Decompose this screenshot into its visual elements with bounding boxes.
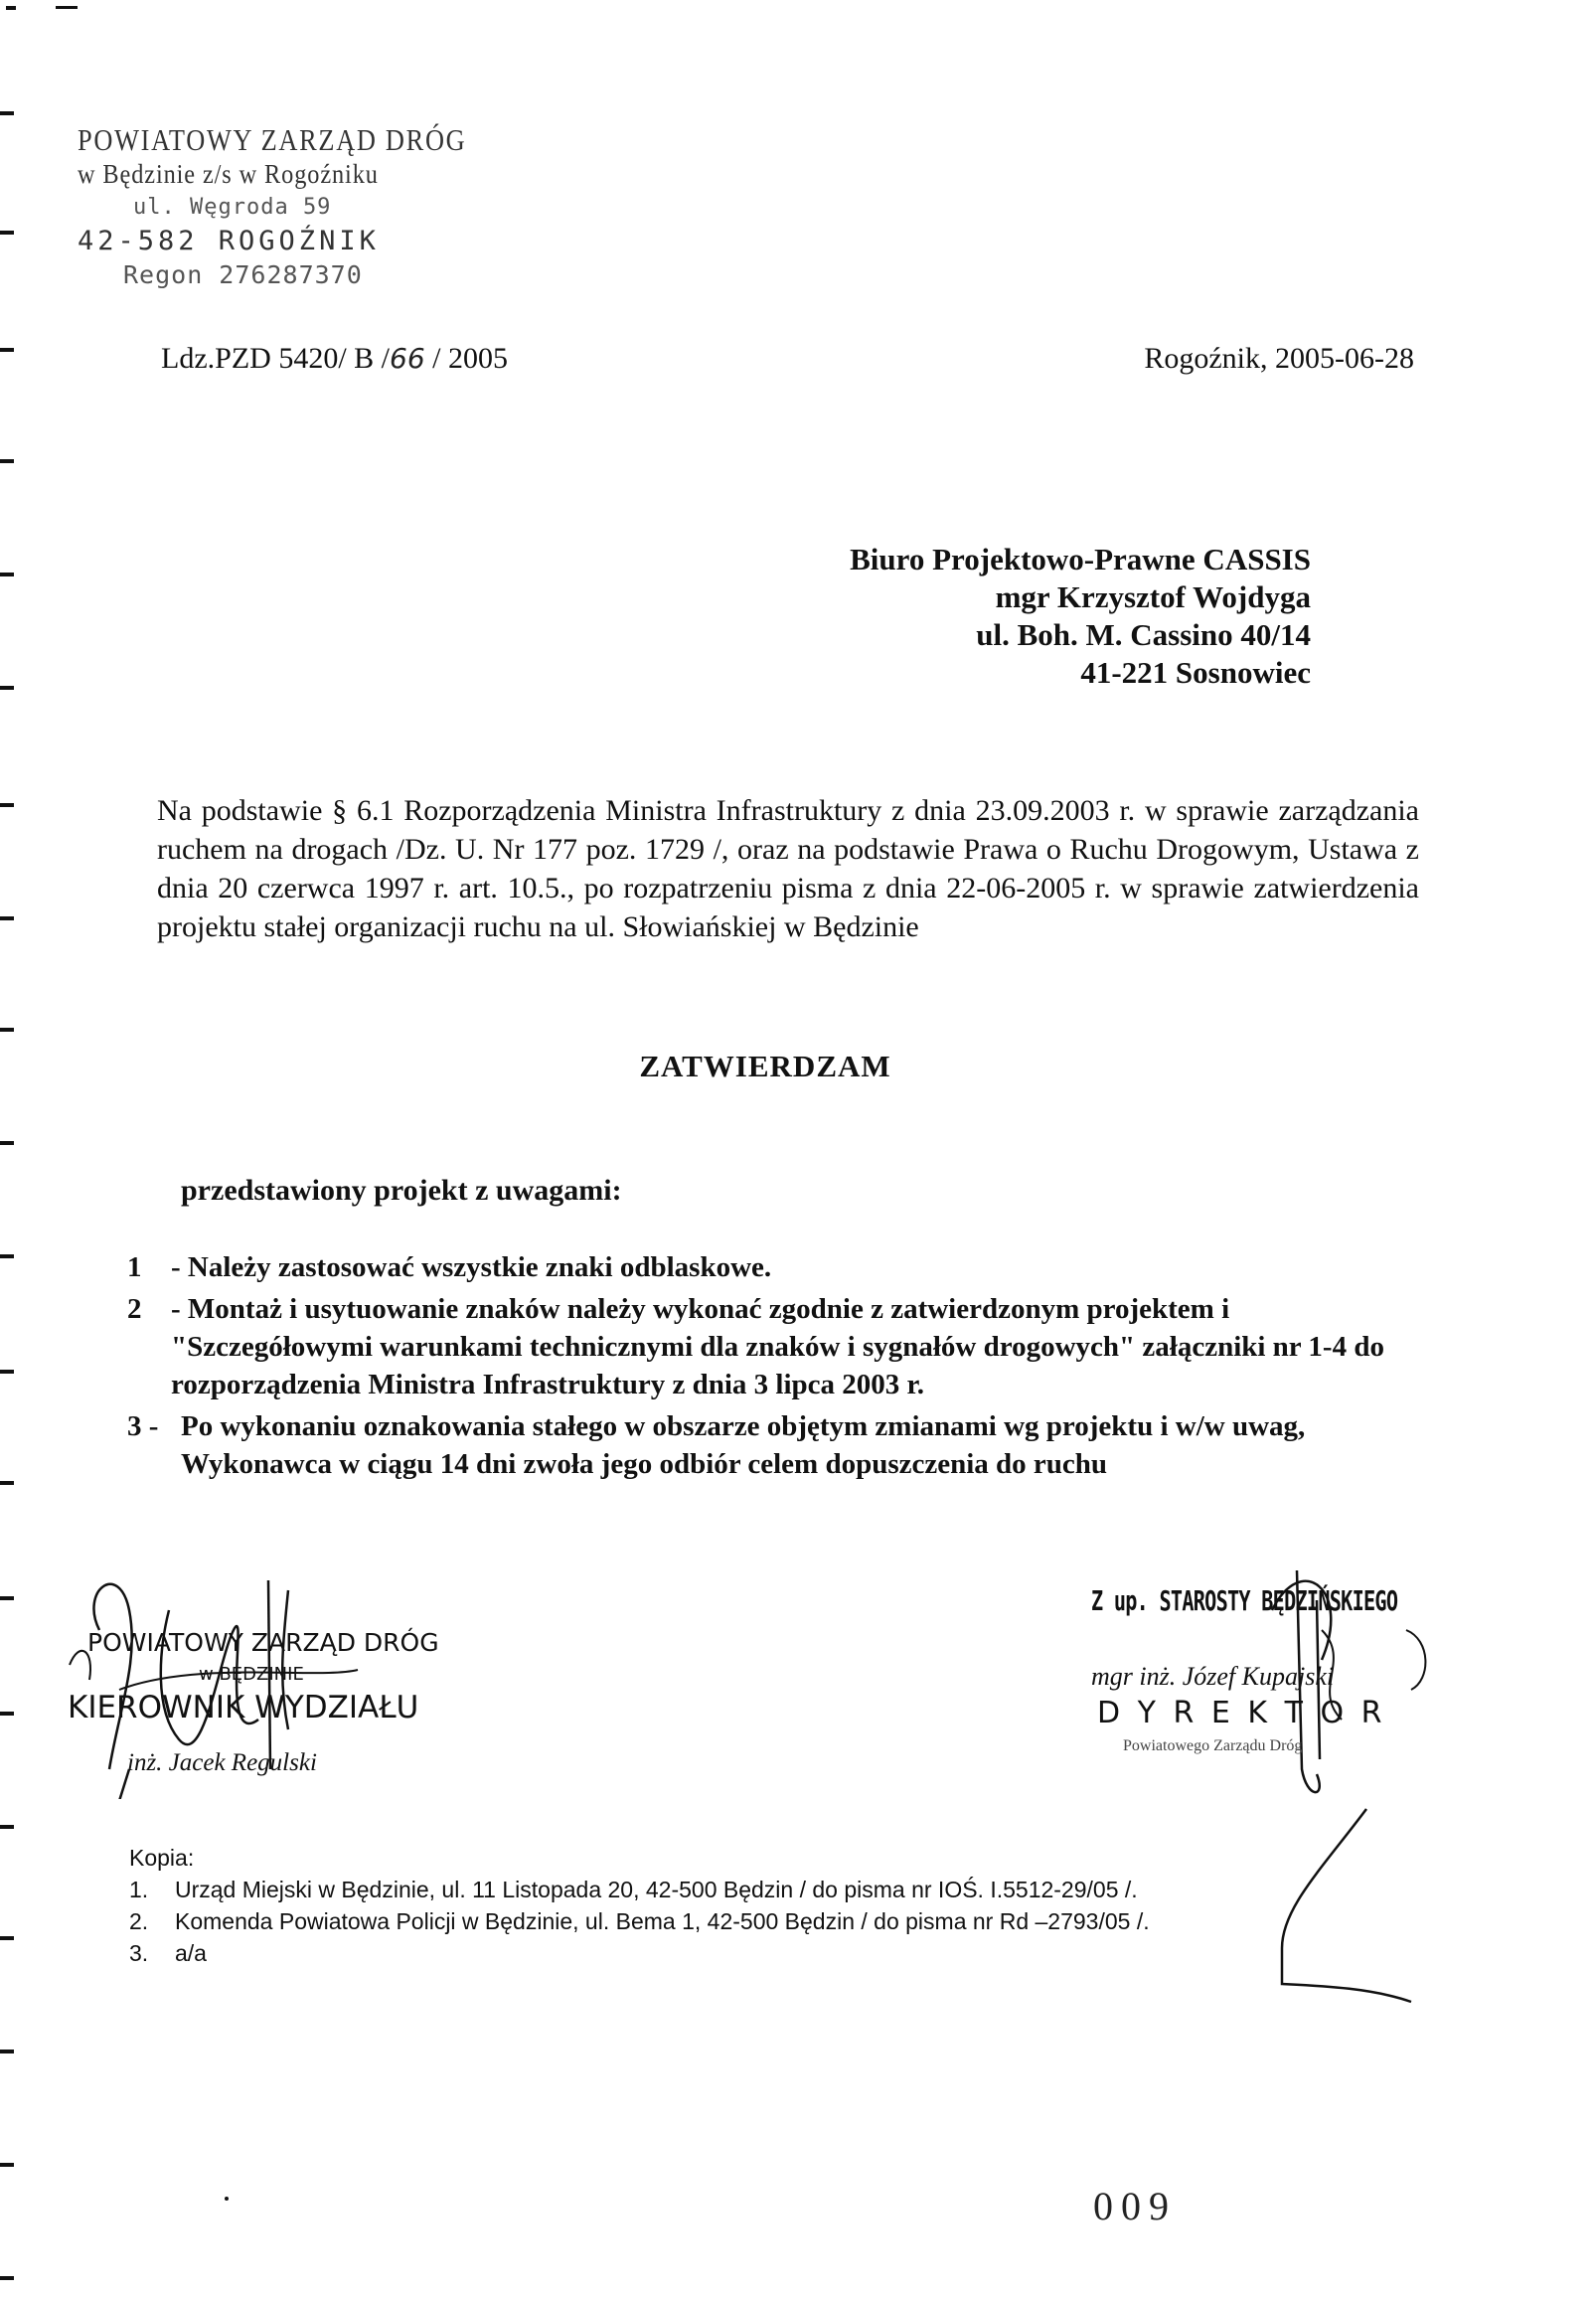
stamp-left-name: inż. Jacek Regulski <box>127 1749 317 1776</box>
stamp-right-authority: Z up. STAROSTY BĘDZIŃSKIEGO <box>1091 1584 1398 1617</box>
copy-item <box>129 1905 1150 1937</box>
legal-basis-paragraph: Na podstawie § 6.1 Rozporządzenia Ministra Infrastruktury z dnia 23.09.2003 r. w sprawie zarządzania ruchem na drogach /Dz. U. Nr 177 poz. 1729 /, oraz na podstawie Prawa o Ruchu Drogowym, Ustawa z dnia 20 czerwca 1997 r. art. 10.5., po rozpatrzeniu pisma z dnia 22-06-2005 r. w sprawie zatwierdzenia projektu stałej organizacji ruchu na ul. Słowiańskiej w Będzinie <box>157 794 1419 943</box>
scan-margin-mark <box>0 111 14 115</box>
copy-text: Urząd Miejski w Będzinie, ul. 11 Listopada 20, 42-500 Będzin / do pisma nr IOŚ. I.5512-29/05 /. <box>175 1877 1138 1902</box>
copy-number: 3. <box>129 1940 149 1966</box>
addressee-city: 41-221 Sosnowiec <box>1080 655 1311 690</box>
scan-margin-mark <box>0 1936 14 1940</box>
remark-item <box>127 1248 1419 1286</box>
stamp-right-title: D Y R E K T O R <box>1097 1696 1386 1730</box>
remarks-list <box>127 1248 1419 1487</box>
stamp-location: w Będzinie z/s w Rogoźniku <box>78 159 379 189</box>
copy-item <box>129 1937 1150 1969</box>
reference-number <box>161 342 508 376</box>
stamp-organization: POWIATOWY ZARZĄD DRÓG <box>78 122 467 157</box>
signature-stamp-left <box>60 1570 487 1799</box>
copies-section <box>129 1842 1150 1969</box>
reference-prefix: Ldz.PZD 5420/ B / <box>161 342 390 375</box>
scan-margin-mark <box>0 348 14 352</box>
scan-margin-mark <box>0 459 14 463</box>
letterhead-stamp <box>78 123 535 292</box>
scan-margin-mark <box>0 2050 14 2053</box>
stamp-regon: Regon 276287370 <box>123 260 363 289</box>
remark-number: 2 <box>127 1293 142 1325</box>
stamp-left-position: KIEROWNIK WYDZIAŁU <box>68 1690 419 1725</box>
place-date: Rogoźnik, 2005-06-28 <box>1144 342 1414 375</box>
signature-stamp-right <box>1053 1570 1471 1799</box>
stamp-left-organization: POWIATOWY ZARZĄD DRÓG <box>87 1628 439 1657</box>
stamp-left-location: w BĘDZINIE <box>199 1664 304 1685</box>
stamp-street: ul. Węgroda 59 <box>133 195 332 220</box>
remark-item <box>127 1407 1419 1483</box>
scan-margin-mark <box>0 2276 14 2280</box>
copies-title: Kopia: <box>129 1845 195 1871</box>
scan-margin-mark <box>0 803 14 807</box>
remark-text: - Montaż i usytuowanie znaków należy wykonać zgodnie z zatwierdzonym projektem i "Szczegółowymi warunkami technicznymi dla znaków i sygnałów drogowych" załączniki nr 1-4 do rozporządzenia Ministra Infrastruktury z dnia 3 lipca 2003 r. <box>171 1293 1384 1400</box>
remark-number: 1 <box>127 1251 142 1283</box>
scan-margin-mark <box>0 1141 14 1145</box>
scan-margin-mark <box>0 1254 14 1258</box>
scan-margin-mark <box>6 6 16 10</box>
remark-item <box>127 1290 1419 1403</box>
addressee-company: Biuro Projektowo-Prawne CASSIS <box>850 542 1311 576</box>
scan-margin-mark <box>0 916 14 920</box>
copy-number: 1. <box>129 1877 149 1902</box>
scan-margin-mark <box>0 2163 14 2167</box>
scan-margin-mark <box>0 1028 14 1032</box>
stamp-postal: 42-582 ROGOŹNIK <box>78 226 380 256</box>
addressee-block <box>850 541 1311 692</box>
remarks-intro: przedstawiony projekt z uwagami: <box>181 1174 622 1207</box>
scan-margin-mark <box>0 686 14 690</box>
scan-margin-mark <box>56 6 78 9</box>
remark-number: 3 - <box>127 1410 159 1442</box>
remark-text: Po wykonaniu oznakowania stałego w obszarze objętym zmianami wg projektu i w/w uwag, Wykonawca w ciągu 14 dni zwoła jego odbiór celem dopuszczenia do ruchu <box>181 1410 1306 1480</box>
scan-margin-mark <box>0 1596 14 1600</box>
page-number: 009 <box>1093 2184 1177 2228</box>
stamp-right-name: mgr inż. Józef Kupajski <box>1091 1662 1335 1691</box>
copy-number: 2. <box>129 1908 149 1934</box>
addressee-person: mgr Krzysztof Wojdyga <box>995 579 1311 614</box>
remark-text: - Należy zastosować wszystkie znaki odblaskowe. <box>171 1251 772 1283</box>
decision-heading: ZATWIERDZAM <box>639 1049 891 1083</box>
reference-handwritten-number: 66 <box>390 342 425 375</box>
copy-text: a/a <box>175 1940 207 1966</box>
scan-margin-mark <box>0 1712 14 1716</box>
addressee-street: ul. Boh. M. Cassino 40/14 <box>976 617 1311 652</box>
scan-margin-mark <box>0 1481 14 1485</box>
scan-margin-mark <box>0 231 14 235</box>
stamp-right-institution: Powiatowego Zarządu Dróg <box>1123 1737 1303 1754</box>
scan-margin-mark <box>0 1370 14 1374</box>
copy-text: Komenda Powiatowa Policji w Będzinie, ul. Bema 1, 42-500 Będzin / do pisma nr Rd –2793/05 /. <box>175 1908 1150 1934</box>
reference-suffix: / 2005 <box>424 342 508 375</box>
scan-margin-mark <box>0 1825 14 1829</box>
scan-margin-mark <box>0 573 14 576</box>
copy-item <box>129 1874 1150 1905</box>
